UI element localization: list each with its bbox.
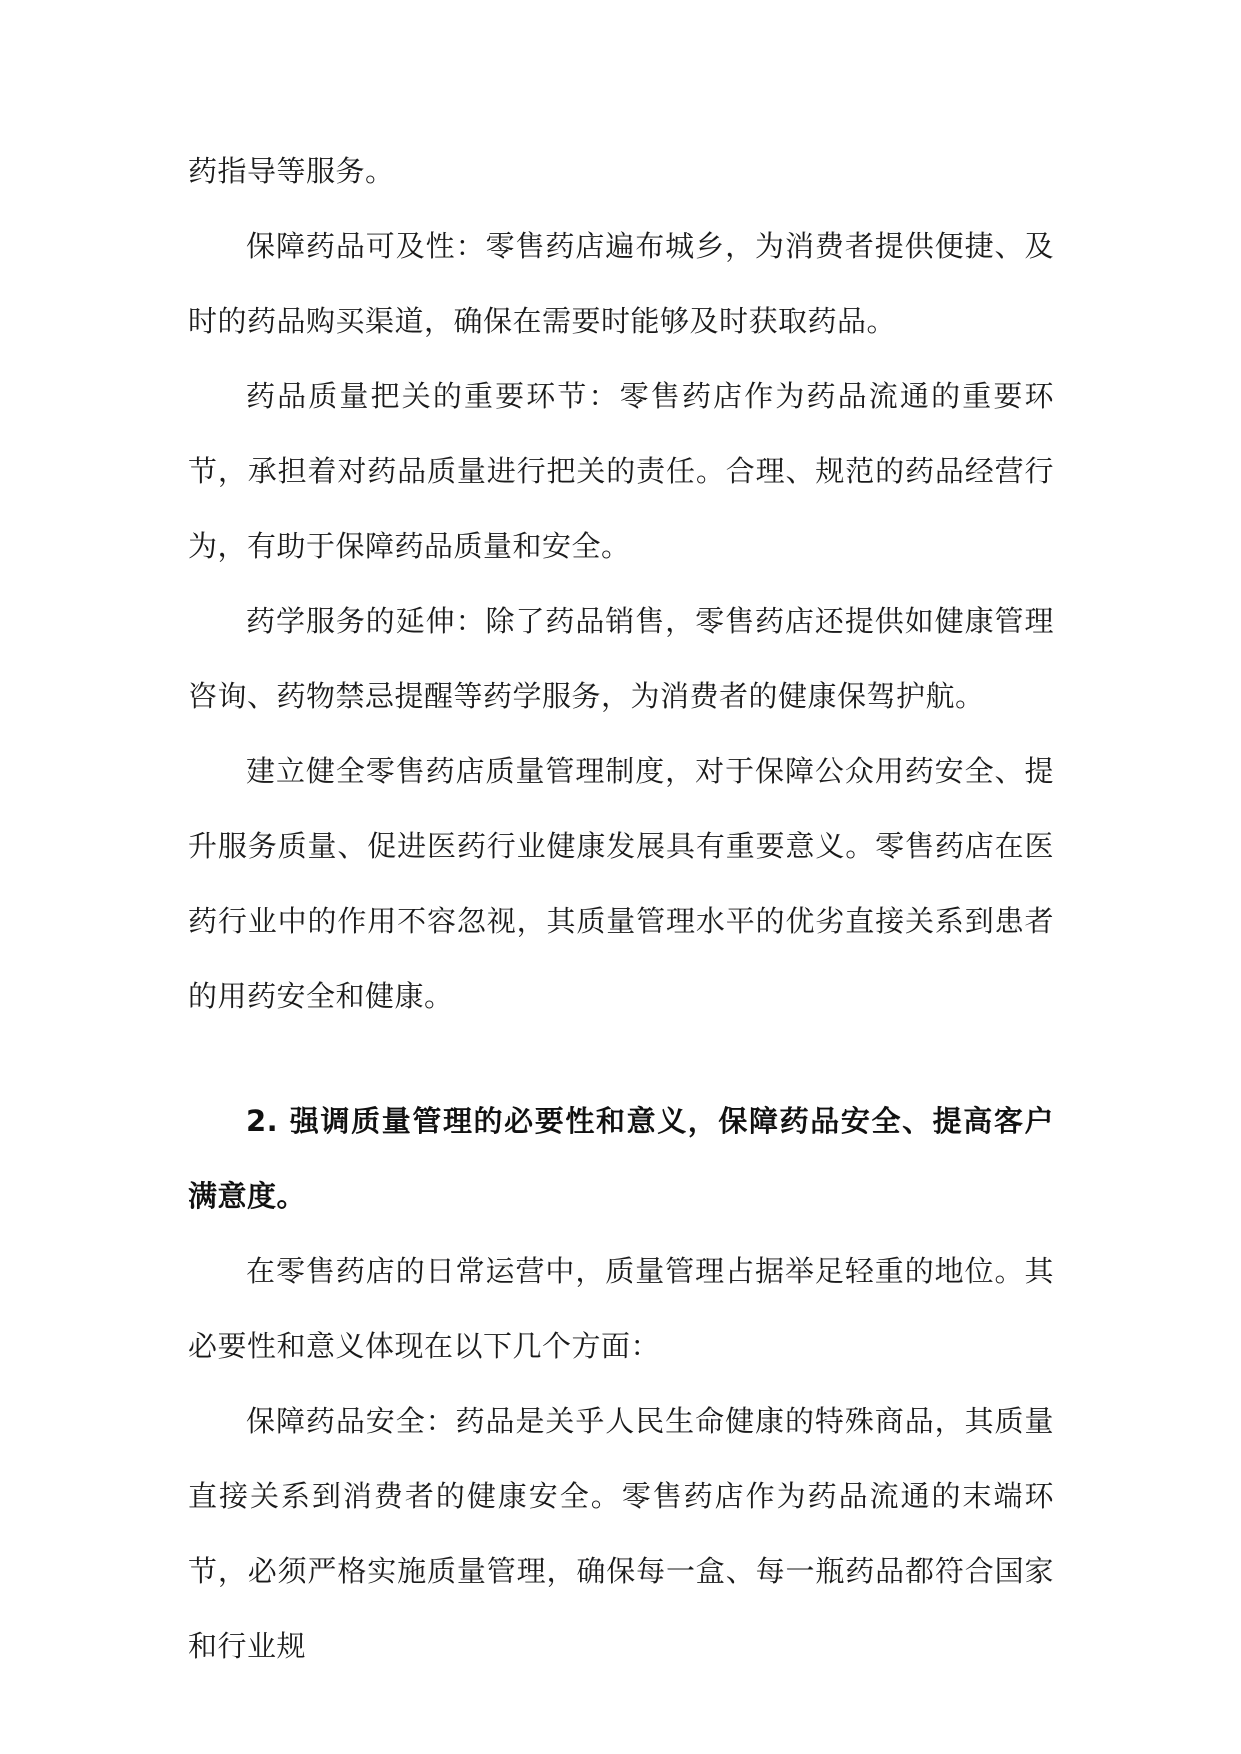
paragraph-continuation: 药指导等服务。 — [188, 154, 395, 188]
paragraph-importance: 建立健全零售药店质量管理制度，对于保障公众用药安全、提升服务质量、促进医药行业健康发展具有重要意义。零售药店在医药行业中的作用不容忽视，其质量管理水平的优劣直接关系到患者的用药安全和健康。 — [188, 754, 1054, 1013]
paragraph-daily-operations: 在零售药店的日常运营中，质量管理占据举足轻重的地位。其必要性和意义体现在以下几个方面： — [188, 1254, 1054, 1363]
paragraph-pharmacy-services: 药学服务的延伸：除了药品销售，零售药店还提供如健康管理咨询、药物禁忌提醒等药学服务，为消费者的健康保驾护航。 — [188, 604, 1054, 713]
document-body — [188, 134, 1054, 1684]
paragraph-drug-safety: 保障药品安全：药品是关乎人民生命健康的特殊商品，其质量直接关系到消费者的健康安全。零售药店作为药品流通的末端环节，必须严格实施质量管理，确保每一盒、每一瓶药品都符合国家和行业规 — [188, 1404, 1054, 1663]
paragraph-quality-checkpoint: 药品质量把关的重要环节：零售药店作为药品流通的重要环节，承担着对药品质量进行把关的责任。合理、规范的药品经营行为，有助于保障药品质量和安全。 — [188, 379, 1054, 563]
paragraph-accessibility: 保障药品可及性：零售药店遍布城乡，为消费者提供便捷、及时的药品购买渠道，确保在需要时能够及时获取药品。 — [188, 229, 1054, 338]
section-heading: 2. 强调质量管理的必要性和意义，保障药品安全、提高客户满意度。 — [188, 1104, 1054, 1213]
